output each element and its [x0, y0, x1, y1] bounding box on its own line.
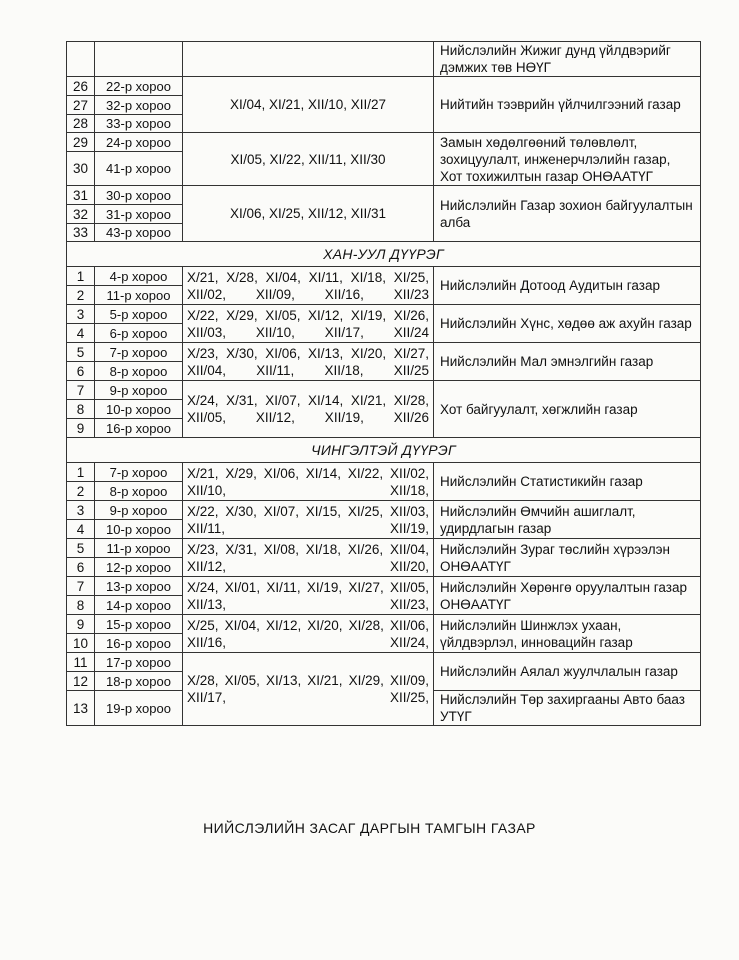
org-cell: Нийслэлийн Зураг төслийн хүрээлэн ОНӨААТҮГ: [434, 539, 701, 577]
table-row: 6 12-р хороо: [67, 558, 701, 577]
dates-cell: X/25, XI/04, XI/12, XI/20, XI/28, XII/06, XII/16, XII/24,: [183, 615, 434, 653]
org-cell: Нийслэлийн Өмчийн ашиглалт, удирдлагын газар: [434, 501, 701, 539]
dates-cell: X/23, X/30, XI/06, XI/13, XI/20, XI/27, XII/04, XII/11, XII/18, XII/25: [183, 343, 434, 381]
org-cell: Нийслэлийн Статистикийн газар: [434, 463, 701, 501]
org-cell: Нийслэлийн Хүнс, хөдөө аж ахуйн газар: [434, 305, 701, 343]
org-cell: Нийслэлийн Мал эмнэлгийн газар: [434, 343, 701, 381]
org-cell: Нийслэлийн Аялал жуулчлалын газар: [434, 653, 701, 691]
table-row: 2 11-р хороо: [67, 286, 701, 305]
dates-cell: XI/06, XI/25, XII/12, XII/31: [183, 186, 434, 242]
dates-cell: X/28, XI/05, XI/13, XI/21, XI/29, XII/09, XII/17, XII/25,: [183, 653, 434, 726]
org-cell: Нийслэлийн Хөрөнгө оруулалтын газар ОНӨААТҮГ: [434, 577, 701, 615]
org-cell: Замын хөдөлгөөний төлөвлөлт, зохицуулалт, инженерчлэлийн газар, Хот тохижилтын газар ОНӨААТҮГ: [434, 133, 701, 186]
table-row: 13 19-р хороо Нийслэлийн Төр захиргааны Авто бааз УТҮГ: [67, 691, 701, 726]
org-cell: Нийслэлийн Жижиг дунд үйлдвэрийг дэмжих төв НӨҮГ: [434, 42, 701, 77]
table-row: 9 16-р хороо: [67, 419, 701, 438]
table-row: 10 16-р хороо: [67, 634, 701, 653]
table-row: 1 4-р хороо X/21, X/28, XI/04, XI/11, XI/18, XI/25, XII/02, XII/09, XII/16, XII/23 Нийслэлийн Дотоод Аудитын газар: [67, 267, 701, 286]
table-row: 30 41-р хороо: [67, 152, 701, 186]
table-row: 32 31-р хороо: [67, 205, 701, 224]
dates-cell: X/24, XI/01, XI/11, XI/19, XI/27, XII/05, XII/13, XII/23,: [183, 577, 434, 615]
dates-cell: X/23, X/31, XI/08, XI/18, XI/26, XII/04, XII/12, XII/20,: [183, 539, 434, 577]
table-row: 12 18-р хороо: [67, 672, 701, 691]
district-header-row: [67, 438, 701, 463]
table-row: 8 10-р хороо: [67, 400, 701, 419]
schedule-table: [66, 41, 701, 726]
table-row: 8 14-р хороо: [67, 596, 701, 615]
table-row: 3 5-р хороо X/22, X/29, XI/05, XI/12, XI/19, XI/26, XII/03, XII/10, XII/17, XII/24 Нийслэлийн Хүнс, хөдөө аж ахуйн газар: [67, 305, 701, 324]
table-row: 5 11-р хороо X/23, X/31, XI/08, XI/18, XI/26, XII/04, XII/12, XII/20, Нийслэлийн Зураг төслийн хүрээлэн ОНӨААТҮГ: [67, 539, 701, 558]
table-row: 4 10-р хороо: [67, 520, 701, 539]
dates-cell: XI/04, XI/21, XII/10, XII/27: [183, 77, 434, 133]
table-row: 11 17-р хороо X/28, XI/05, XI/13, XI/21, XI/29, XII/09, XII/17, XII/25, Нийслэлийн Аялал жуулчлалын газар: [67, 653, 701, 672]
org-cell: Нийслэлийн Төр захиргааны Авто бааз УТҮГ: [434, 691, 701, 726]
dates-cell: X/21, X/28, XI/04, XI/11, XI/18, XI/25, XII/02, XII/09, XII/16, XII/23: [183, 267, 434, 305]
table-row: 7 9-р хороо X/24, X/31, XI/07, XI/14, XI/21, XI/28, XII/05, XII/12, XII/19, XII/26 Хот байгуулалт, хөгжлийн газар: [67, 381, 701, 400]
table-row: 3 9-р хороо X/22, X/30, XI/07, XI/15, XI/25, XII/03, XII/11, XII/19, Нийслэлийн Өмчийн ашиглалт, удирдлагын газар: [67, 501, 701, 520]
district-title: ХАН-УУЛ ДҮҮРЭГ: [67, 242, 701, 267]
table-row: 1 7-р хороо X/21, X/29, XI/06, XI/14, XI/22, XII/02, XII/10, XII/18, Нийслэлийн Статистикийн газар: [67, 463, 701, 482]
table-row: 5 7-р хороо X/23, X/30, XI/06, XI/13, XI/20, XI/27, XII/04, XII/11, XII/18, XII/25 Нийслэлийн Мал эмнэлгийн газар: [67, 343, 701, 362]
table-row: 9 15-р хороо X/25, XI/04, XI/12, XI/20, XI/28, XII/06, XII/16, XII/24, Нийслэлийн Шинжлэх ухаан, үйлдвэрлэл, инновацийн газар: [67, 615, 701, 634]
org-cell: Нийслэлийн Дотоод Аудитын газар: [434, 267, 701, 305]
table-row: 29 24-р хороо XI/05, XI/22, XII/11, XII/30 Замын хөдөлгөөний төлөвлөлт, зохицуулалт, инженерчлэлийн газар, Хот тохижилтын газар ОНӨААТҮГ: [67, 133, 701, 152]
table-row: [67, 42, 701, 77]
dates-cell: X/22, X/29, XI/05, XI/12, XI/19, XI/26, XII/03, XII/10, XII/17, XII/24: [183, 305, 434, 343]
table-row: 33 43-р хороо: [67, 224, 701, 242]
org-cell: Хот байгуулалт, хөгжлийн газар: [434, 381, 701, 438]
org-cell: Нийтийн тээврийн үйлчилгээний газар: [434, 77, 701, 133]
footer-title: НИЙСЛЭЛИЙН ЗАСАГ ДАРГЫН ТАМГЫН ГАЗАР: [203, 820, 536, 836]
table-row: 26 22-р хороо XI/04, XI/21, XII/10, XII/27 Нийтийн тээврийн үйлчилгээний газар: [67, 77, 701, 96]
org-cell: Нийслэлийн Газар зохион байгуулалтын алба: [434, 186, 701, 242]
org-cell: Нийслэлийн Шинжлэх ухаан, үйлдвэрлэл, инновацийн газар: [434, 615, 701, 653]
dates-cell: XI/05, XI/22, XII/11, XII/30: [183, 133, 434, 186]
table-row: 6 8-р хороо: [67, 362, 701, 381]
table-row: 2 8-р хороо: [67, 482, 701, 501]
dates-cell: X/24, X/31, XI/07, XI/14, XI/21, XI/28, XII/05, XII/12, XII/19, XII/26: [183, 381, 434, 438]
district-header-row: [67, 242, 701, 267]
table-row: 27 32-р хороо: [67, 96, 701, 115]
table-row: 7 13-р хороо X/24, XI/01, XI/11, XI/19, XI/27, XII/05, XII/13, XII/23, Нийслэлийн Хөрөнгө оруулалтын газар ОНӨААТҮГ: [67, 577, 701, 596]
dates-cell: X/21, X/29, XI/06, XI/14, XI/22, XII/02, XII/10, XII/18,: [183, 463, 434, 501]
dates-cell: X/22, X/30, XI/07, XI/15, XI/25, XII/03, XII/11, XII/19,: [183, 501, 434, 539]
district-title: ЧИНГЭЛТЭЙ ДҮҮРЭГ: [67, 438, 701, 463]
table-row: 31 30-р хороо XI/06, XI/25, XII/12, XII/31 Нийслэлийн Газар зохион байгуулалтын алба: [67, 186, 701, 205]
table-row: 28 33-р хороо: [67, 115, 701, 133]
table-row: 4 6-р хороо: [67, 324, 701, 343]
